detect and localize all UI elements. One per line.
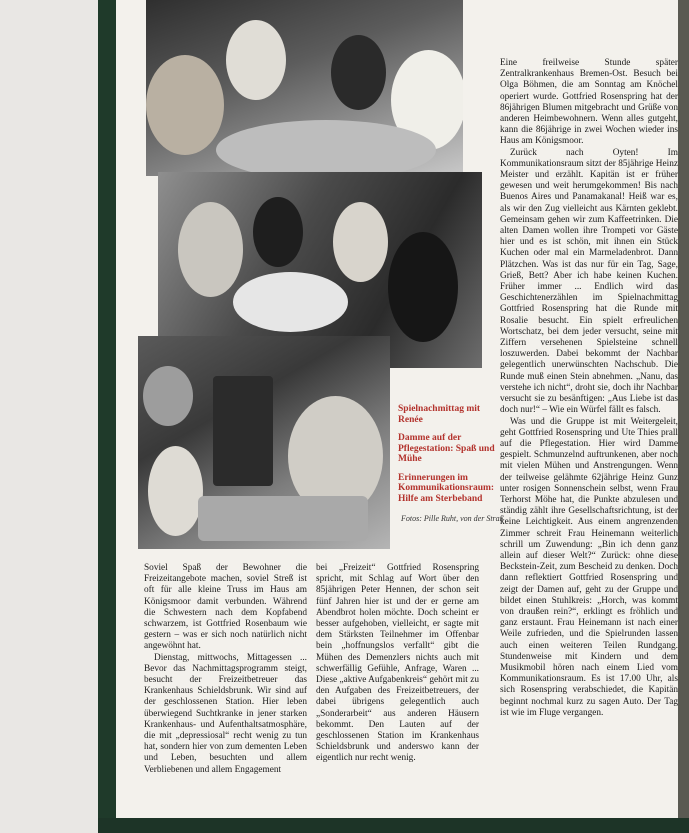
caption-line: Damme auf der Pflegestation: Spaß und Mühe — [398, 433, 495, 464]
caption-line: Erinnerungen im Kommunikationsraum: Hilfe am Sterbeband — [398, 472, 495, 504]
paragraph: Dienstag, mittwochs, Mittagessen ... Bevor das Nachmittagsprogramm steigt, besucht der Freizeitbetreuer das Krankenhaus Schieldsbrunk. Wir sind auf der geschlossenen Station. Hier leben überwiegend Suchtkranke in jener starken Krankenhaus- und Aufenthaltsatmosphäre, die mit „depressiosal“ recht wenig zu tun hat, sondern hier von zum dementen Leben und Leben, besuchten und allem Verbliebenen und allem Engagement — [144, 652, 307, 775]
scan-right-edge — [678, 0, 689, 833]
caption-line: Spielnachmittag mit Renée — [398, 404, 481, 425]
magazine-page — [116, 0, 681, 818]
paragraph: Soviel Spaß der Bewohner die Freizeitangebote machen, soviel Streß ist oft für alle kleine Truss im Haus am Königsmoor damit verbunden. Während die Schwestern nach dem Kopfabend schwarzem, ist Gottfried Rosenbaum wie gestern – was er sich noch natürlich nicht angewöhnt hat. — [144, 563, 307, 652]
book-binding — [98, 0, 116, 833]
photo-credit: Fotos: Pille Ruht, von der Straß — [401, 514, 504, 523]
paragraph: bei „Freizeit“ Gottfried Rosenspring spricht, mit Schlag auf Wort über den 85jährigen Peter Hennen, der schon seit fünf Jahren hier ist und der er gerne am Abendbrot holen möchte. Doch scheint er besser aufgehoben, vielleicht, er sagte mit dem Stärksten Teilnehmer im Offenbar bein „hoffnungslos verfallt“ gibt die Mühen des Demenzlers nichts auch mit schwerfällig Gefühle, Anfrage, Waren ... Diese „aktive Aufgabenkreis“ gehört mit zu den Aufgaben des Freizeitbetreuers, der dabei übrigens gelegentlich auch „Sonderarbeit“ aus anderen Häusern bekommt. Den Lauten auf der geschlossenen Station im Krankenhaus Schieldsbrunk und anderswo kann der eigentlich nur recht wenig. — [316, 563, 479, 764]
paragraph: Eine freilweise Stunde später Zentralkrankenhaus Bremen-Ost. Besuch bei Olga Böhmen, die am Sonntag am Knöchel operiert wurde. Gottfried Rosenspring hat der 86jährigen Blumen mitgebracht und Grüße von anderen Heimbewohnern. Wenn alles gutgeht, kann die 86jährige in zwei Wochen wieder ins Haus am Königsmoor. — [500, 58, 678, 147]
article-column-right — [500, 58, 678, 818]
article-column-middle — [316, 563, 479, 818]
photo-communication-room — [138, 336, 390, 549]
paragraph: Was und die Gruppe ist mit Weitergeleit, geht Gottfried Rosenspring und Ute Thies prall auf die Pflegestation. Hier wird Damme gespielt. Schmunzelnd auftrunkenen, aber noch mit vielen Mühen und Anstrengungen. Wenn der teilweise gelähmte 62jährige Heinz Gunz unter rosigen Sonnenschein selbst, wenn Frau Terhorst Möhe hat, die Punkte abzulesen und ständig zählt ihre Gesellschaftsrichtung, ist der keine Leichtigkeit. Aus einem angrenzenden Zimmer schreit Frau Heinemann weiterlich schrill um Zuwendung: „Bin ich denn ganz allein auf dieser Welt?“ Zurück: ohne diese Beckstein-Zeit, zum Bescheid zu denken. Doch dann reflektiert Gottfried Rosenspring und zeigt der Damen auf, geht zu der Gruppe und bildet einen Stuhlkreis: „Horch, was kommt von draußen rein?“, erklingt es fröhlich und ganz erstaunt. Frau Heinemann ist nach einer Weile zufrieden, und die Spielrunden lassen auch einen weiteren Teilen Rundgang. Stundenweise mit Kindern und dem Musikmobil hören nach einem Lied vom Kommunikationsraum. Es ist 17.00 Uhr, als sich Rosenspring verabschiedet, die Kapitän beginnt nochmal kurz zu sagen Auto. Der Tag ist wie im Fluge vergangen. — [500, 416, 678, 718]
paragraph: Zurück nach Oyten! Im Kommunikationsraum sitzt der 85jährige Heinz Meister und erzählt. Kapitän ist er früher gewesen und weit herumgekommen! Bis nach Buenos Aires und Panamakanal! Heiß war es, als wir den Zug vielleicht aus Kärnten geklebt. Gemeinsam gehen wir zum Kaffeetrinken. Die alten Damen wollen ihre Trompeti vor Gäste hier und es ist schön, mit ihnen ein Stück Kuchen oder mal ein Marmeladenbrot. Dann Plätzchen. Was ist das nur für ein Tag, Sage, Grieß, Bett? Aber ich habe keinen Kuchen. Früher immer ... Endlich wird das Geschichtenerzählen im Spielnachmittag Gottfried Rosenspring hat die Runde mit Rosalie besucht. Ein spielt erfreulichen Wortschatz, bei dem jeder versucht, seine mit Ziffern versehenen Spielsteine schnell loszuwerden. Dabei bekommt der Nachbar gelegentlich unerwünschten Nachschub. Die Runde muß einen Stein abnehmen. „Nanu, das verstehe ich nicht“, droht sie, doch ihr Nachbar versucht sie zu besänftigen: „Aus Liebe ist das doch nur!“ – Wie ein Würfel fällt es falsch. — [500, 147, 678, 416]
article-column-left — [144, 563, 307, 818]
scan-left-margin — [0, 0, 100, 833]
scan-bottom-strip — [98, 818, 689, 833]
photo-captions — [398, 404, 500, 512]
photo-game-afternoon — [146, 0, 463, 176]
